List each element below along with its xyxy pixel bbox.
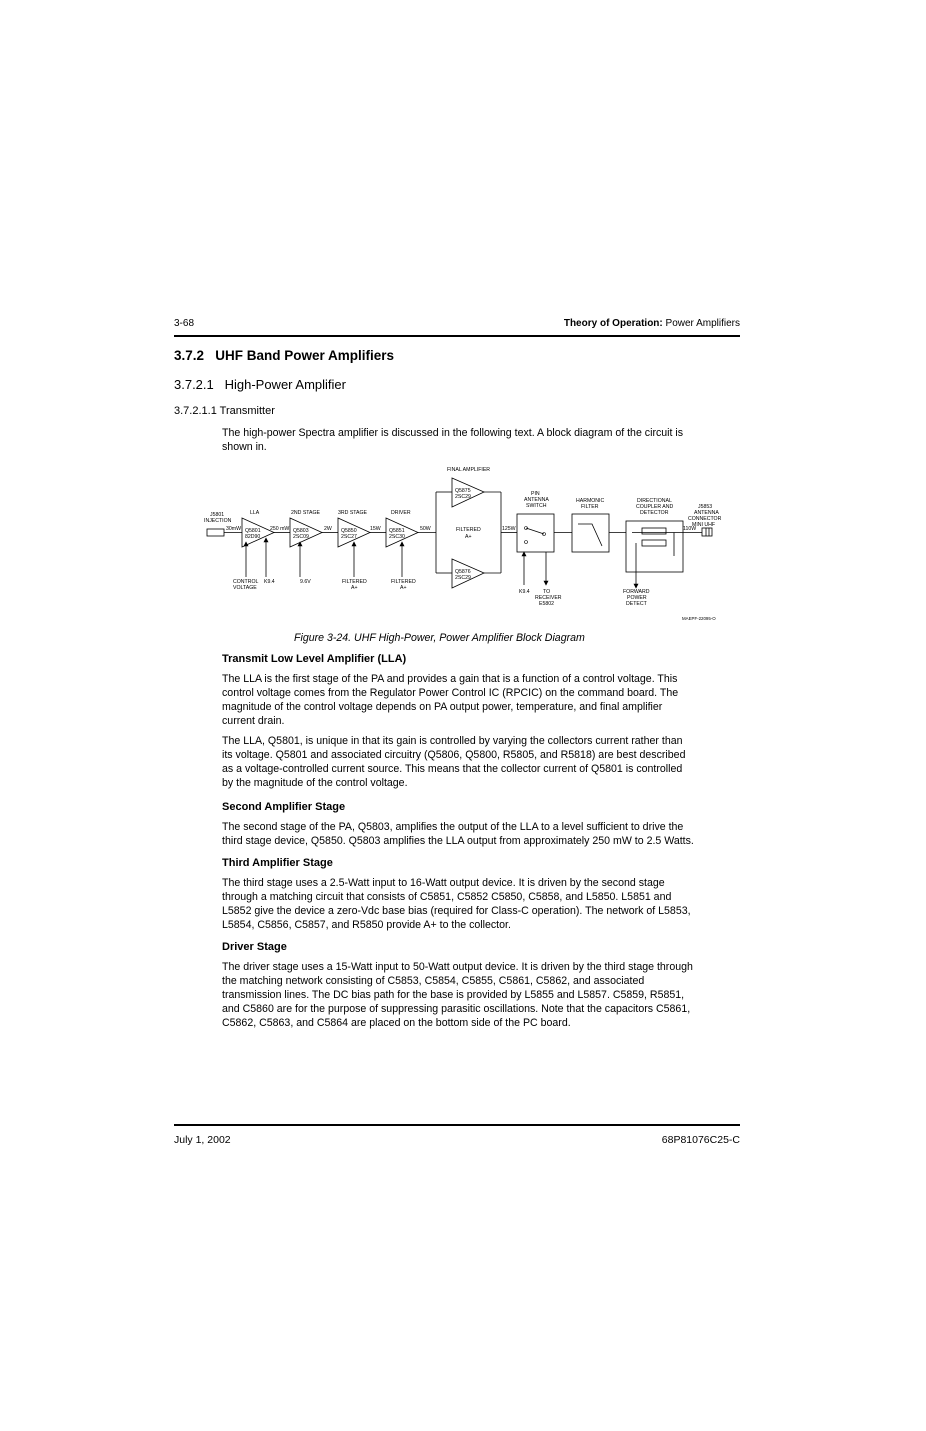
running-header [564,318,740,329]
label-power-50w: 50W [420,526,431,532]
label-filtered-center-b: A+ [465,534,472,540]
label-power-2w: 2W [324,526,332,532]
label-driver: DRIVER [391,510,411,516]
intro-text: The high-power Spectra amplifier is discussed in the following text. A block diagram of the circuit is shown in. [222,427,684,453]
section-second-stage [222,800,742,848]
label-filtered-a2-b: A+ [400,585,407,591]
section-driver-stage [222,940,742,1030]
label-power-30mw: 30mW [226,526,241,532]
section-third-stage [222,856,742,932]
label-power-125w: 125W [502,526,516,532]
harmonic-filter-block [572,514,609,552]
label-k94-1: K9.4 [264,579,275,585]
label-q5876-a: Q5876 [455,569,471,575]
section-title: Driver Stage [222,941,287,953]
page-number: 3-68 [174,318,195,329]
label-harmonic-b: FILTER [581,504,599,510]
label-pin-b: ANTENNA [524,497,549,503]
label-q5875-a: Q5875 [455,488,471,494]
paragraph: The driver stage uses a 15-Watt input to 50-Watt output device. It is driven by the third stage through the matching network consisting of C5853, C5854, C5855, C5861, C5862, and associated transmission lines. The DC bias path for the base is provided by L5855 and L5857. C5859, R5851, and C5860 are for the purpose of suppressing parasitic oscillations. Note that the capacitors C5861, C5862, C5863, and C5864 are placed on the bottom side of the PC board. [222,961,693,1029]
label-coupler-a: DIRECTIONAL [637,498,672,504]
coupler-block [626,521,683,572]
label-power-15w: 15W [370,526,381,532]
label-q5850-a: Q5850 [341,528,357,534]
label-q5851-b: 2SC30 [389,534,405,540]
figure-caption: Figure 3-24. UHF High-Power, Power Amplifier Block Diagram [294,632,585,644]
section-title: Second Amplifier Stage [222,801,346,813]
j5853-connector [702,528,712,536]
paragraph: The third stage uses a 2.5-Watt input to 16-Watt output device. It is driven by the second stage through a matching circuit that consists of C5851, C5852 C5850, C5858, and L5850. L5851 and L5852 give the device a zero-Vdc base bias (required for Class-C operation). The network of L5853, L5854, C5856, C5857, and R5850 provide A+ to the collector. [222,877,691,931]
label-q5803-b: 2SC09 [293,534,309,540]
running-header-section: Theory of Operation: [563,318,663,329]
paragraph: The LLA is the first stage of the PA and provides a gain that is a function of a control voltage. This control voltage comes from the Regulator Power Control IC (RPCIC) on the command board. The magnitude of the control voltage depends on PA output power, temperature, and final amplifier current drain. [222,673,679,727]
label-control-a: CONTROL [233,579,259,585]
label-j5853-a: J5853 [698,504,713,510]
heading-3-7-2-1-1: 3.7.2.1.1 Transmitter [174,405,275,417]
label-forward-c: DETECT [626,601,647,607]
label-j5801-b: INJECTION [204,518,232,524]
label-coupler-c: DETECTOR [640,510,669,516]
label-filtered-a2-a: FILTERED [391,579,416,585]
paragraph: The LLA, Q5801, is unique in that its gain is controlled by varying the collectors current rather than its voltage. Q5801 and associated circuitry (Q5806, Q5800, R5805, and R5818) are best described as a voltage-controlled current source. This means that the collector current of Q5801 is controlled by the magnitude of the control voltage. [222,735,686,789]
block-diagram [196,462,732,624]
label-q5803-a: Q5803 [293,528,309,534]
label-k94-2: K9.4 [519,589,530,595]
label-power-110w: 110W [683,526,697,532]
label-pin-a: PIN [531,491,540,497]
label-q5851-a: Q5851 [389,528,405,534]
running-header-topic: Power Amplifiers [662,318,740,329]
label-power-250mw: 250 mW [270,526,290,532]
label-j5853-c: CONNECTOR [688,516,722,522]
heading-3-7-2-1: 3.7.2.1 High-Power Amplifier [174,377,346,392]
label-q5875-b: 2SC29 [455,494,471,500]
heading-3-7-2: 3.7.2 UHF Band Power Amplifiers [174,348,395,363]
label-filtered-a1-b: A+ [351,585,358,591]
label-forward-a: FORWARD [623,589,650,595]
label-j5801-a: J5801 [210,512,225,518]
label-receiver-c: E5802 [539,601,555,607]
label-lla: LLA [250,510,260,516]
label-receiver-b: RECEIVER [535,595,562,601]
j5801-connector [207,529,224,536]
label-final-amplifier: FINAL AMPLIFIER [447,467,491,473]
label-coupler-b: COUPLER AND [636,504,674,510]
section-lla [222,652,742,790]
label-receiver-a: TO [543,589,551,595]
footer-doc-number: 68P81076C25-C [661,1134,740,1146]
paragraph: The second stage of the PA, Q5803, amplifies the output of the LLA to a level sufficient to drive the third stage device, Q5850. Q5803 amplifies the LLA output from approximately 250 mW to 2.5 Watts. [222,821,694,847]
section-title: Transmit Low Level Amplifier (LLA) [222,653,407,665]
label-pin-c: SWITCH [526,503,547,509]
label-forward-b: POWER [627,595,647,601]
label-harmonic-a: HARMONIC [576,498,605,504]
label-q5801-a: Q5801 [245,528,261,534]
header-rule [174,335,740,337]
label-j5853-b: ANTENNA [694,510,719,516]
label-j5853-d: MINI UHF [692,522,716,528]
label-stage3: 3RD STAGE [338,510,368,516]
label-filtered-a1-a: FILTERED [342,579,367,585]
label-filtered-center-a: FILTERED [456,527,481,533]
label-figure-code: MAEPF-22095-O [682,616,716,621]
pin-switch-block [517,514,554,552]
label-9-6v: 9.6V [300,579,311,585]
label-q5801-b: 82D90 [245,534,261,540]
label-stage2: 2ND STAGE [291,510,321,516]
label-q5876-b: 2SC29 [455,575,471,581]
intro-paragraph [222,426,742,454]
label-q5850-b: 2SC27 [341,534,357,540]
footer-rule [174,1124,740,1126]
footer-date: July 1, 2002 [174,1134,231,1146]
section-title: Third Amplifier Stage [222,857,333,869]
label-control-b: VOLTAGE [233,585,257,591]
